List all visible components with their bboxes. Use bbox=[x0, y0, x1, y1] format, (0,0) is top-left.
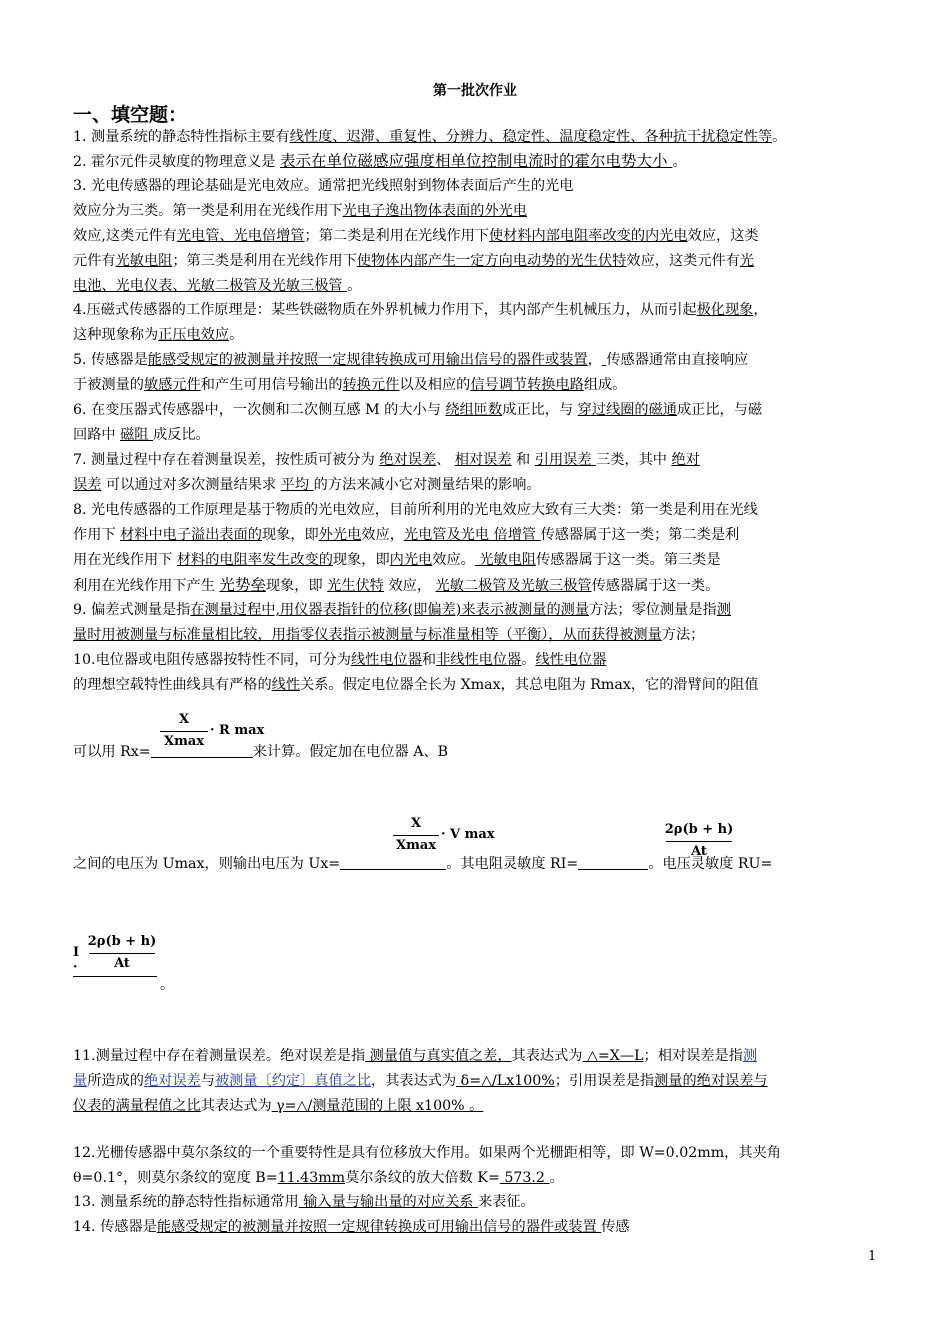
text-line bbox=[73, 276, 881, 296]
question-text: 13. 测量系统的静态特性指标通常用 bbox=[73, 1194, 299, 1210]
question-text: 于被测量的 bbox=[73, 377, 144, 393]
text-line bbox=[73, 325, 881, 345]
rx-fraction-den: Xmax bbox=[163, 734, 204, 749]
answer-text: 仪表的满量程值之比 bbox=[73, 1098, 201, 1114]
ru-underline bbox=[73, 976, 157, 977]
question-text: ， bbox=[753, 302, 768, 318]
answer-text: 能感受规定的被测量并按照一定规律转换成可用输出信号的器件或装置 bbox=[147, 352, 588, 368]
question-text: 效应， bbox=[383, 578, 436, 594]
question-text: 成正比，与磁 bbox=[676, 402, 763, 418]
question-text: ，其表达式为 bbox=[371, 1073, 457, 1089]
question-text: 8. 光电传感器的工作原理是基于物质的光电效应，目前所利用的光电效应大致有三大类：第一类是利用在光线 bbox=[73, 502, 758, 518]
answer-text: 光电管及光电 倍增管 bbox=[403, 527, 541, 543]
question-text: 5. 传感器是 bbox=[73, 352, 148, 368]
text-line bbox=[73, 575, 881, 596]
ri-fraction-num: 2ρ(b + h) bbox=[664, 822, 734, 837]
text-line bbox=[73, 450, 881, 470]
answer-text: 磁阻 bbox=[120, 427, 153, 443]
answer-text: 绝对误差 bbox=[143, 1073, 201, 1089]
answer-text: 线性度、迟滞、重复性、分辨力、稳定性、温度稳定性、各种抗干扰稳定性等 bbox=[289, 129, 773, 145]
question-text: 可以通过对多次测量结果求 bbox=[101, 477, 281, 493]
question-text: θ=0.1°，则莫尔条纹的宽度 B= bbox=[73, 1170, 278, 1186]
answer-text: 在测量过程中,用仪器表指针的位移(即偏差)来表示被测量的测量 bbox=[190, 602, 590, 618]
text-line bbox=[73, 550, 881, 570]
text-line bbox=[73, 176, 881, 196]
question-text: 。 bbox=[672, 154, 687, 170]
text-line bbox=[73, 251, 881, 271]
text-line bbox=[73, 425, 881, 445]
question-text: ， bbox=[587, 352, 602, 368]
text-line bbox=[73, 1192, 881, 1212]
answer-text: 材料的电阻率发生改变的 bbox=[176, 552, 333, 568]
question-text: 方法；零位测量是指 bbox=[589, 602, 717, 618]
answer-text: 相对误差 bbox=[454, 452, 512, 468]
answer-text: 线性 bbox=[271, 677, 301, 693]
answer-text: 测 bbox=[742, 1048, 758, 1064]
answer-text: 信号调节转换电路 bbox=[470, 377, 584, 393]
answer-text: 穿过线圈的磁通 bbox=[577, 402, 677, 418]
question-text: ；相对误差是指 bbox=[643, 1048, 743, 1064]
section-heading: 一、填空题： bbox=[73, 104, 188, 126]
question-text: 3. 光电传感器的理论基础是光电效应。通常把光线照射到物体表面后产生的光电 bbox=[73, 178, 574, 194]
answer-text: 测量的绝对误差与 bbox=[654, 1073, 768, 1089]
answer-text: 外光电 bbox=[318, 527, 362, 543]
text-line bbox=[73, 1046, 881, 1066]
text-line bbox=[73, 151, 881, 172]
rx-fraction-tail: · R max bbox=[210, 723, 265, 738]
question-text: 1. 测量系统的静态特性指标主要有 bbox=[73, 129, 290, 145]
text-line bbox=[73, 1096, 881, 1116]
ux-fraction-num: X bbox=[410, 816, 422, 831]
question-text: 效应。 bbox=[432, 552, 475, 568]
answer-text: 能感受规定的被测量并按照一定规律转换成可用输出信号的器件或装置 bbox=[156, 1219, 602, 1235]
text-line bbox=[73, 375, 881, 395]
ri-fraction-den: At bbox=[691, 844, 707, 859]
question-text: 效应，这类 bbox=[687, 228, 759, 244]
answer-text: 平均 bbox=[280, 477, 314, 493]
question-text: 11.测量过程中存在着测量误差。绝对误差是指 bbox=[73, 1048, 366, 1064]
question-text: 现象，即 bbox=[265, 578, 328, 594]
answer-text: 误差 bbox=[73, 477, 102, 493]
answer-text: 光敏二极管及光敏三极管 bbox=[435, 578, 592, 594]
answer-text: 测量值与真实值之差， bbox=[365, 1048, 512, 1064]
question-text: 以及相应的 bbox=[399, 377, 471, 393]
page-number: 1 bbox=[868, 1249, 877, 1264]
text-line bbox=[73, 400, 881, 420]
text-line bbox=[73, 1217, 881, 1237]
answer-text: 量 bbox=[73, 1073, 88, 1089]
ru-period: 。 bbox=[160, 977, 175, 993]
question-text: 7. 测量过程中存在着测量误差，按性质可被分为 bbox=[73, 452, 380, 468]
question-text: ；第三类是利用在光线作用下 bbox=[172, 253, 357, 269]
answer-text: δ=△/Lx100% bbox=[456, 1073, 555, 1089]
answer-text: 量时用被测量与标准量相比较，用指零仪表指示被测量与标准量相等（平衡），从而获得被测量 bbox=[73, 627, 662, 643]
answer-text: 测 bbox=[716, 602, 731, 618]
ru-fraction-bar bbox=[89, 953, 155, 954]
answer-text: 极化现象 bbox=[696, 302, 754, 318]
text-line bbox=[73, 1143, 881, 1163]
question-text: 、 bbox=[436, 452, 455, 468]
answer-text: 绝对 bbox=[671, 452, 700, 468]
question-text: ；引用误差是指 bbox=[554, 1073, 655, 1089]
page-title: 第一批次作业 bbox=[433, 83, 517, 99]
ru-fraction-num: 2ρ(b + h) bbox=[87, 934, 157, 949]
text-line bbox=[73, 675, 881, 695]
text-line bbox=[73, 1168, 881, 1188]
question-text: 传感器通常由直接响应 bbox=[606, 352, 749, 368]
ux-fraction-den: Xmax bbox=[395, 838, 436, 853]
ru-fraction-den: At bbox=[114, 956, 130, 971]
question-text: 4.压磁式传感器的工作原理是：某些铁磁物质在外界机械力作用下，其内部产生机械压力，从而引起 bbox=[73, 302, 697, 318]
question-text: ；第二类是利用在光线作用下 bbox=[304, 228, 489, 244]
question-text: 成正比，与 bbox=[502, 402, 578, 418]
answer-text: 光势垒 bbox=[219, 576, 266, 594]
question-text: 9. 偏差式测量是指 bbox=[73, 602, 191, 618]
answer-text: 转换元件 bbox=[342, 377, 400, 393]
answer-text: 11.43mm bbox=[277, 1170, 346, 1186]
text-line bbox=[73, 1071, 881, 1091]
question-text: 莫尔条纹的放大倍数 K= bbox=[345, 1170, 500, 1186]
question-text: 利用在光线作用下产生 bbox=[73, 578, 220, 594]
ux-prefix: 之间的电压为 Umax，则输出电压为 Ux= bbox=[73, 856, 341, 872]
question-text: 其表达式为 bbox=[511, 1048, 583, 1064]
question-text: 效应，这类元件有 bbox=[626, 253, 740, 269]
question-text: 回路中 bbox=[73, 427, 121, 443]
question-text: 传感器属于这一类。第三类是 bbox=[536, 552, 721, 568]
question-text: 传感 bbox=[601, 1219, 630, 1235]
text-line bbox=[73, 127, 881, 147]
answer-text: 内光电 bbox=[389, 552, 433, 568]
ux-fraction-bar bbox=[393, 835, 439, 836]
answer-text: △=X—L bbox=[582, 1048, 644, 1064]
answer-text: 绕组匝数 bbox=[445, 402, 503, 418]
question-text: 所造成的 bbox=[87, 1073, 144, 1089]
answer-text: 使物体内部产生一定方向电动势的光生伏特 bbox=[356, 253, 627, 269]
rx-suffix: 来计算。假定加在电位器 A、B bbox=[252, 744, 449, 760]
answer-text: 使材料内部电阻率改变的内光电 bbox=[488, 228, 688, 244]
question-text: 12.光栅传感器中莫尔条纹的一个重要特性是具有位移放大作用。如果两个光栅距相等，即 W=0.02mm，其夹角 bbox=[73, 1145, 781, 1161]
question-text: 这种现象称为 bbox=[73, 327, 159, 343]
text-line bbox=[73, 650, 881, 670]
answer-text: 材料中电子溢出表面的 bbox=[120, 527, 262, 543]
question-text: 传感器属于这一类。 bbox=[591, 578, 720, 594]
text-line bbox=[73, 226, 881, 246]
ri-blank bbox=[578, 855, 648, 870]
text-line bbox=[73, 350, 881, 370]
ux-fraction-tail: · V max bbox=[441, 827, 495, 842]
question-text: 现象，即 bbox=[332, 552, 390, 568]
text-line bbox=[73, 201, 881, 221]
ri-fraction-bar bbox=[666, 841, 732, 842]
answer-text: 线性电位器 bbox=[350, 652, 422, 668]
answer-text: 电池、光电仪表、光敏二极管及光敏三极管 bbox=[73, 278, 348, 294]
answer-text: 光敏电阻 bbox=[474, 552, 537, 568]
answer-text: 光生伏特 bbox=[327, 578, 384, 594]
answer-text: 光电管、光电倍增管 bbox=[176, 228, 305, 244]
question-text: 。 bbox=[772, 129, 787, 145]
question-text: 。 bbox=[549, 1170, 564, 1186]
rx-fraction-num: X bbox=[178, 712, 190, 727]
ux-post: 。电压灵敏度 RU= bbox=[648, 856, 773, 872]
answer-text: 被测量〔约定〕真值之比 bbox=[214, 1073, 372, 1089]
question-text: 成反比。 bbox=[152, 427, 210, 443]
text-line bbox=[73, 625, 881, 645]
question-text: 关系。假定电位器全长为 Xmax，其总电阻为 Rmax，它的滑臂间的阻值 bbox=[300, 677, 759, 693]
question-text: 10.电位器或电阻传感器按特性不同，可分为 bbox=[73, 652, 351, 668]
answer-text: 表示在单位磁感应强度相单位控制电流时的霍尔电势大小 bbox=[280, 152, 673, 170]
answer-text: 光 bbox=[739, 253, 755, 269]
text-line bbox=[73, 525, 881, 545]
ru-fraction-pre: I · bbox=[73, 945, 80, 975]
answer-text: 输入量与输出量的对应关系 bbox=[298, 1194, 478, 1210]
question-text: 和产生可用信号输出的 bbox=[200, 377, 343, 393]
answer-text: γ=△/测量范围的上限 x100% 。 bbox=[271, 1098, 484, 1114]
question-text: 组成。 bbox=[583, 377, 627, 393]
text-line bbox=[73, 500, 881, 520]
ux-line bbox=[73, 854, 881, 874]
question-text: 和 bbox=[421, 652, 437, 668]
question-text: 方法； bbox=[661, 627, 705, 643]
text-line bbox=[73, 300, 881, 320]
question-text: 其表达式为 bbox=[200, 1098, 272, 1114]
answer-text: 非线性电位器 bbox=[436, 652, 522, 668]
answer-text: 绝对误差 bbox=[379, 452, 437, 468]
question-text: 三类，其中 bbox=[596, 452, 672, 468]
question-text: 。 bbox=[347, 278, 362, 294]
answer-text: 引用误差 bbox=[534, 452, 597, 468]
question-text: 的方法来减小它对测量结果的影响。 bbox=[313, 477, 541, 493]
answer-text: 线性电位器 bbox=[535, 652, 607, 668]
rx-prefix: 可以用 Rx= bbox=[73, 744, 151, 760]
ux-mid: 。其电阻灵敏度 RI= bbox=[446, 856, 579, 872]
question-text: 。 bbox=[521, 652, 536, 668]
text-line bbox=[73, 600, 881, 620]
question-text: 用在光线作用下 bbox=[73, 552, 177, 568]
answer-text: 光电子逸出物体表面的外光电 bbox=[342, 203, 528, 219]
question-text: 效应分为三类。第一类是利用在光线作用下 bbox=[73, 203, 343, 219]
answer-text: 正压电效应 bbox=[158, 327, 230, 343]
answer-text: 敏感元件 bbox=[143, 377, 201, 393]
question-text: 元件有 bbox=[73, 253, 116, 269]
question-text: 6. 在变压器式传感器中，一次侧和二次侧互感 M 的大小与 bbox=[73, 402, 446, 418]
question-text: 传感器属于这一类；第二类是利 bbox=[540, 527, 740, 543]
question-text: 和 bbox=[511, 452, 535, 468]
text-line bbox=[73, 475, 881, 495]
question-text: 2. 霍尔元件灵敏度的物理意义是 bbox=[73, 154, 280, 170]
question-text: 与 bbox=[200, 1073, 215, 1089]
question-text: 现象，即 bbox=[261, 527, 319, 543]
question-text: 。 bbox=[229, 327, 244, 343]
question-text: 14. 传感器是 bbox=[73, 1219, 157, 1235]
question-text: 作用下 bbox=[73, 527, 121, 543]
question-text: 来表征。 bbox=[477, 1194, 535, 1210]
rx-fraction-bar bbox=[160, 731, 208, 732]
question-text: 的理想空载特性曲线具有严格的 bbox=[73, 677, 272, 693]
answer-text: 光敏电阻 bbox=[115, 253, 173, 269]
answer-text: 573.2 bbox=[499, 1170, 550, 1186]
question-text: 效应， bbox=[361, 527, 404, 543]
question-text: 效应,这类元件有 bbox=[73, 228, 177, 244]
ux-blank bbox=[340, 855, 446, 870]
